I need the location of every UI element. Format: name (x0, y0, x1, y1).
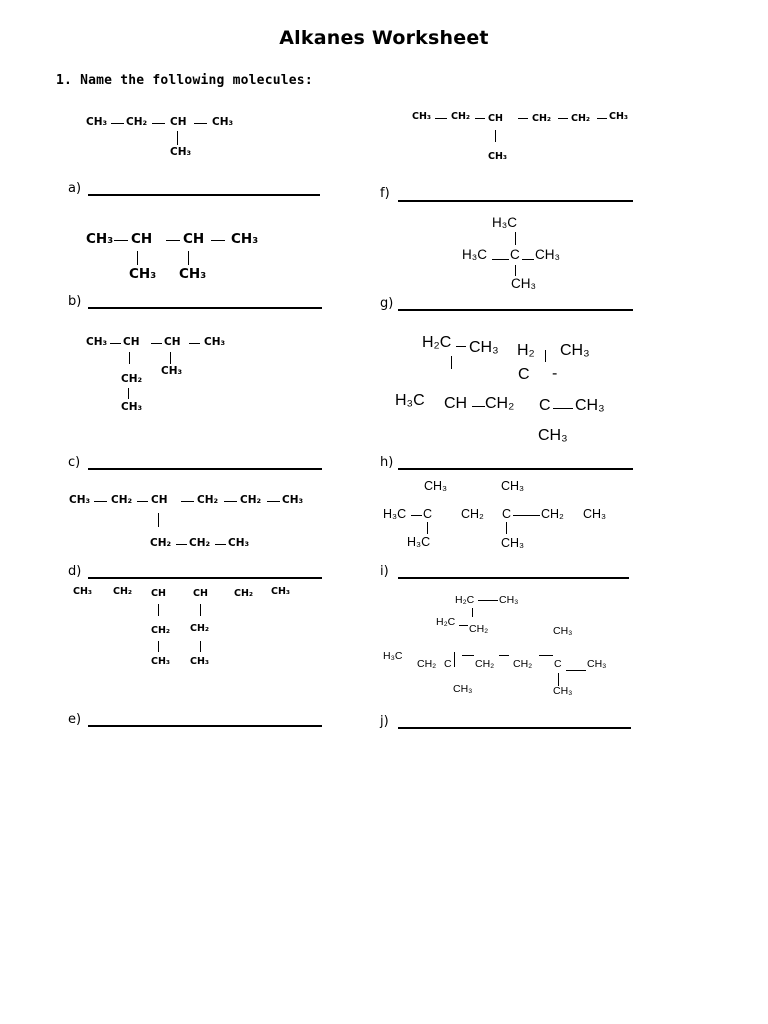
group-ch: CH (193, 588, 208, 599)
group-ch2: CH₂ (461, 507, 484, 521)
question-label-e: e) (68, 712, 82, 727)
group-ch3: CH₃ (86, 116, 108, 128)
bond (522, 259, 534, 260)
bond (566, 670, 586, 671)
group-h2c: H₂C (455, 594, 475, 606)
bond (152, 123, 165, 124)
group-c: C (539, 397, 551, 414)
group-ch3: CH₃ (212, 116, 234, 128)
answer-line-c[interactable] (88, 468, 322, 470)
group-ch3: CH₃ (86, 231, 114, 247)
answer-line-j[interactable] (398, 727, 631, 729)
group-ch3: CH₃ (469, 339, 499, 356)
bond (181, 501, 194, 502)
bond (137, 251, 138, 265)
group-c: C (510, 247, 520, 262)
group-ch2: CH₂ (451, 111, 471, 122)
answer-line-b[interactable] (88, 307, 322, 309)
group-ch3: CH₃ (129, 266, 157, 282)
bond (177, 131, 178, 145)
group-ch2: CH₂ (469, 623, 489, 635)
group-c: C (502, 507, 512, 521)
bond (110, 343, 121, 344)
group-ch2: CH₂ (150, 537, 172, 549)
group-ch3: CH₃ (179, 266, 207, 282)
bond (515, 265, 516, 276)
group-ch3: CH₃ (204, 336, 226, 348)
bond (545, 350, 546, 362)
bond (151, 343, 162, 344)
group-c: C (518, 366, 530, 383)
group-ch3: CH₃ (511, 276, 536, 291)
group-ch: CH (151, 494, 168, 506)
worksheet-title: Alkanes Worksheet (279, 27, 489, 49)
bond (194, 123, 207, 124)
answer-line-f[interactable] (398, 200, 633, 202)
group-ch3: CH₃ (151, 656, 171, 667)
bond (189, 343, 200, 344)
bond (515, 232, 516, 245)
group-ch2: CH₂ (417, 658, 437, 670)
question-label-b: b) (68, 294, 82, 309)
bond (200, 604, 201, 616)
bond (170, 352, 171, 364)
bond (211, 240, 225, 241)
group-ch2: CH₂ (475, 658, 495, 670)
answer-line-d[interactable] (88, 577, 322, 579)
bond (513, 515, 540, 516)
group-ch3: CH₃ (553, 625, 573, 637)
group-ch3: CH₃ (190, 656, 210, 667)
group-ch2: CH₂ (532, 113, 552, 124)
group-ch2: CH₂ (111, 494, 133, 506)
bond (411, 515, 422, 516)
group-ch: CH (164, 336, 181, 348)
bond (518, 118, 528, 119)
group-ch3: CH₃ (501, 479, 525, 493)
group-ch2: CH₂ (240, 494, 262, 506)
group-h3c: H₃C (383, 650, 403, 662)
group-ch3: CH₃ (538, 427, 568, 444)
group-ch3: CH₃ (69, 494, 91, 506)
group-ch3: CH₃ (583, 507, 607, 521)
group-c: C (423, 507, 433, 521)
group-ch3: CH₃ (231, 231, 259, 247)
group-ch: CH (183, 231, 205, 247)
bond (462, 655, 474, 656)
group-ch3: CH₃ (424, 479, 448, 493)
group-ch3: CH₃ (228, 537, 250, 549)
group-ch: CH (488, 113, 503, 124)
group-ch2: CH₂ (189, 537, 211, 549)
group-h3c: H₃C (462, 247, 487, 262)
group-ch2: CH₂ (121, 373, 143, 385)
bond (94, 501, 107, 502)
bond (539, 655, 553, 656)
group-ch3: CH₃ (575, 397, 605, 414)
bond (478, 600, 498, 601)
question-label-j: j) (380, 714, 389, 729)
group-ch3: CH₃ (488, 151, 508, 162)
group-ch3: CH₃ (499, 594, 519, 606)
bond (166, 240, 180, 241)
bond (454, 652, 455, 667)
group-ch2: CH₂ (190, 623, 210, 634)
group-ch3: CH₃ (86, 336, 108, 348)
group-ch2: CH₂ (485, 395, 515, 412)
group-ch: CH (131, 231, 153, 247)
bond (114, 240, 128, 241)
answer-line-i[interactable] (398, 577, 629, 579)
group-ch3: CH₃ (587, 658, 607, 670)
bond (456, 346, 466, 347)
group-ch3: CH₃ (501, 536, 525, 550)
group-ch3: CH₃ (271, 586, 291, 597)
question-label-h: h) (380, 455, 394, 470)
bond (111, 123, 124, 124)
bond (472, 608, 473, 617)
bond (137, 501, 148, 502)
question-label-g: g) (380, 296, 394, 311)
bond (597, 118, 607, 119)
answer-line-a[interactable] (88, 194, 320, 196)
group-ch: CH (151, 588, 166, 599)
group-ch: CH (170, 116, 187, 128)
group-h3c: H₃C (383, 507, 407, 521)
group-ch3: CH₃ (170, 146, 192, 158)
group-ch2: CH₂ (113, 586, 133, 597)
group-ch2: CH₂ (126, 116, 148, 128)
group-ch3: CH₃ (535, 247, 560, 262)
group-ch: CH (444, 395, 468, 412)
bond (427, 522, 428, 534)
group-ch3: CH₃ (161, 365, 183, 377)
question-label-d: d) (68, 564, 82, 579)
group-h2c: H₂C (422, 334, 452, 351)
bond (495, 130, 496, 142)
bond (499, 655, 509, 656)
instruction-text: 1. Name the following molecules: (56, 73, 313, 88)
group-h2c: H₂C (436, 616, 456, 628)
bond (215, 544, 226, 545)
bond (129, 352, 130, 364)
bond (158, 604, 159, 616)
group-ch3: CH₃ (553, 685, 573, 697)
group-ch3: CH₃ (73, 586, 93, 597)
question-label-f: f) (380, 186, 390, 201)
bond (158, 641, 159, 652)
group-ch3: CH₃ (282, 494, 304, 506)
bond (459, 625, 468, 626)
bond (558, 118, 568, 119)
group-ch: CH (123, 336, 140, 348)
question-label-a: a) (68, 181, 82, 196)
bond (224, 501, 237, 502)
group-ch2: CH₂ (513, 658, 533, 670)
bond (200, 641, 201, 652)
bond (435, 118, 447, 119)
answer-line-e[interactable] (88, 725, 322, 727)
bond (451, 356, 452, 369)
group-ch2: CH₂ (234, 588, 254, 599)
bond (553, 408, 573, 409)
bond (128, 388, 129, 399)
dash-symbol: - (552, 365, 558, 382)
answer-line-h[interactable] (398, 468, 633, 470)
group-h3c: H₃C (395, 392, 425, 409)
bond (158, 513, 159, 527)
group-ch3: CH₃ (453, 683, 473, 695)
group-ch3: CH₃ (121, 401, 143, 413)
group-ch3: CH₃ (609, 111, 629, 122)
bond (506, 522, 507, 534)
group-ch2: CH₂ (571, 113, 591, 124)
answer-line-g[interactable] (398, 309, 633, 311)
question-label-c: c) (68, 455, 81, 470)
bond (188, 251, 189, 265)
group-c: C (444, 658, 452, 670)
bond (475, 118, 485, 119)
group-ch2: CH₂ (541, 507, 564, 521)
group-c: C (554, 658, 562, 670)
bond (472, 406, 485, 407)
group-ch3: CH₃ (560, 342, 590, 359)
question-label-i: i) (380, 564, 389, 579)
bond (176, 544, 187, 545)
group-h3c: H₃C (492, 215, 517, 230)
bond (492, 259, 509, 260)
group-h2: H₂ (517, 342, 535, 359)
group-ch2: CH₂ (151, 625, 171, 636)
group-h3c: H₃C (407, 535, 431, 549)
group-ch3: CH₃ (412, 111, 432, 122)
group-ch2: CH₂ (197, 494, 219, 506)
bond (267, 501, 280, 502)
